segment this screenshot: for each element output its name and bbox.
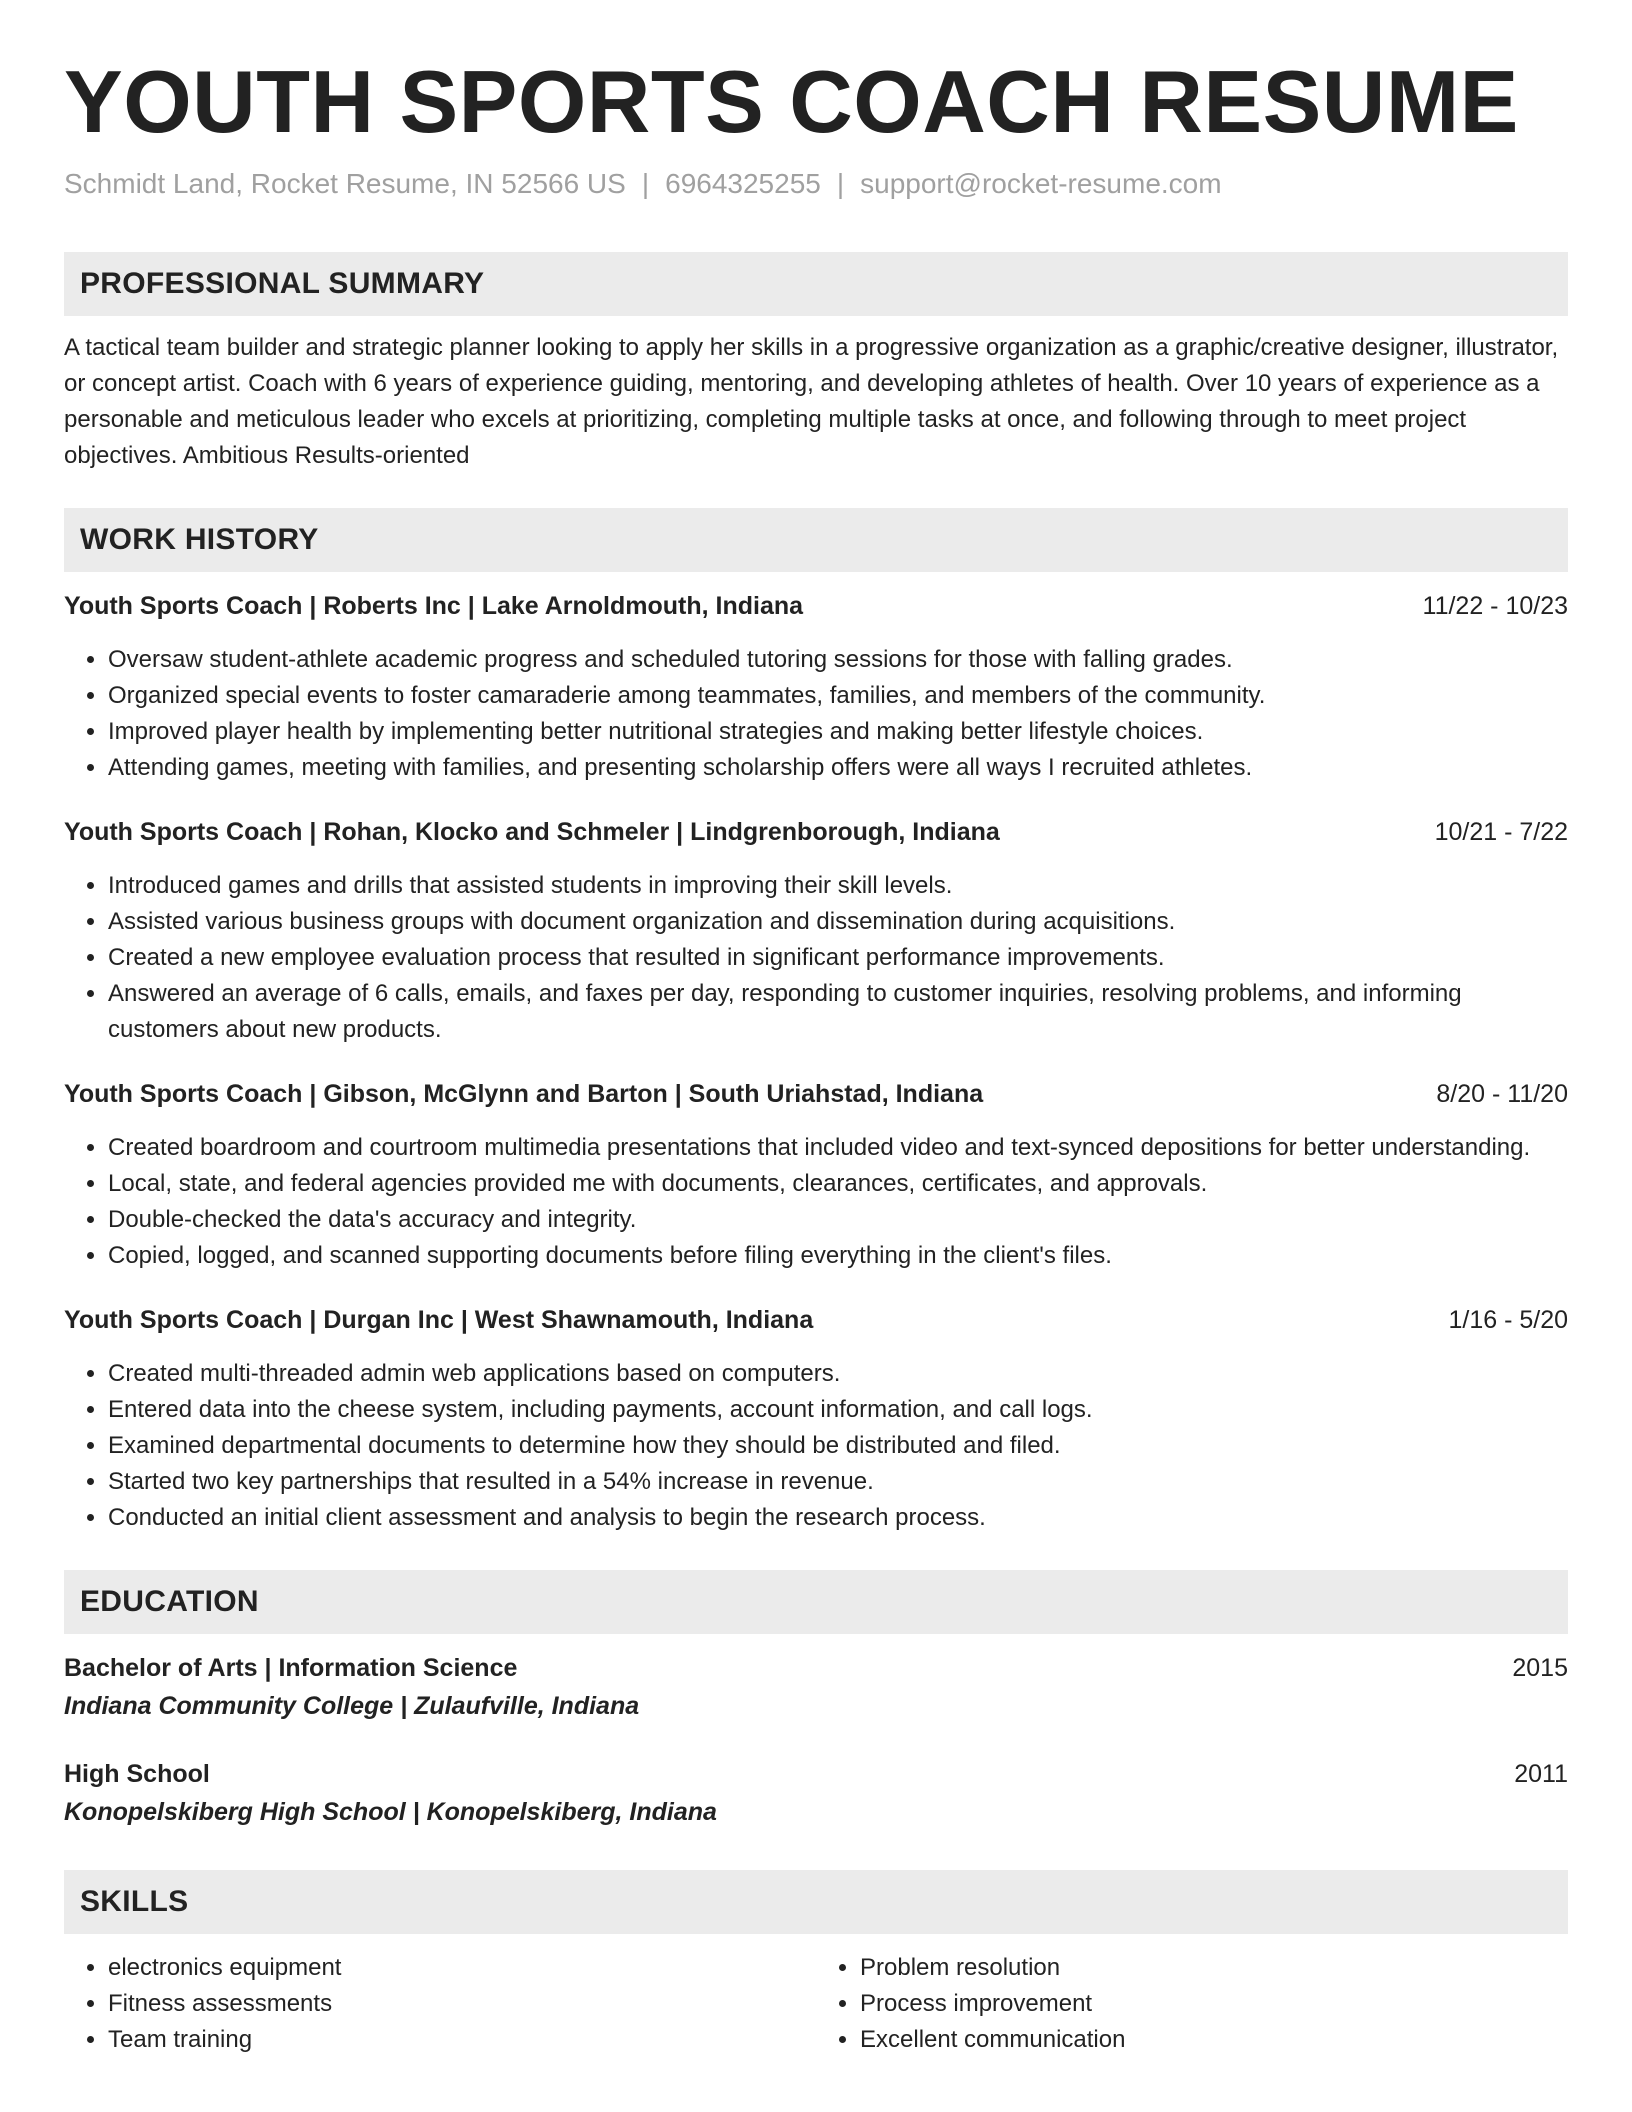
job-bullet: • Local, state, and federal agencies provided me with documents, clearances, certificates, and approvals. xyxy=(108,1166,1568,1202)
contact-separator: | xyxy=(641,168,650,199)
skills-column-right xyxy=(816,1950,1568,2058)
contact-address: Schmidt Land, Rocket Resume, IN 52566 US xyxy=(64,168,626,199)
job-entry xyxy=(64,814,1568,1048)
job-bullet: • Attending games, meeting with families, and presenting scholarship offers were all ways I recruited athletes. xyxy=(108,750,1568,786)
section-header-education: EDUCATION xyxy=(64,1570,1568,1634)
job-bullet: • Conducted an initial client assessment and analysis to begin the research process. xyxy=(108,1500,1568,1536)
education-degree: High School xyxy=(64,1760,210,1788)
job-bullet: • Started two key partnerships that resulted in a 54% increase in revenue. xyxy=(108,1464,1568,1500)
section-header-work-history: WORK HISTORY xyxy=(64,508,1568,572)
skill-item: • Team training xyxy=(108,2022,816,2058)
job-bullet: • Answered an average of 6 calls, emails, and faxes per day, responding to customer inquiries, resolving problems, and informing customers about new products. xyxy=(108,976,1568,1048)
job-bullet: • Examined departmental documents to determine how they should be distributed and filed. xyxy=(108,1428,1568,1464)
job-dates: 1/16 - 5/20 xyxy=(1448,1306,1568,1334)
job-entry xyxy=(64,1302,1568,1536)
job-bullet: • Entered data into the cheese system, including payments, account information, and call logs. xyxy=(108,1392,1568,1428)
education-entry xyxy=(64,1650,1568,1724)
education-year: 2015 xyxy=(1512,1654,1568,1682)
skill-item: • Process improvement xyxy=(860,1986,1568,2022)
job-dates: 10/21 - 7/22 xyxy=(1434,818,1568,846)
contact-separator: | xyxy=(836,168,845,199)
job-title: Youth Sports Coach | Roberts Inc | Lake Arnoldmouth, Indiana xyxy=(64,592,804,620)
job-entry xyxy=(64,588,1568,786)
education-school: Indiana Community College | Zulaufville, Indiana xyxy=(64,1692,640,1720)
skill-item: • Fitness assessments xyxy=(108,1986,816,2022)
skill-item: • Problem resolution xyxy=(860,1950,1568,1986)
job-dates: 8/20 - 11/20 xyxy=(1436,1080,1568,1108)
contact-phone: 6964325255 xyxy=(665,168,821,199)
job-title: Youth Sports Coach | Gibson, McGlynn and Barton | South Uriahstad, Indiana xyxy=(64,1080,984,1108)
job-bullet: • Created multi-threaded admin web applications based on computers. xyxy=(108,1356,1568,1392)
job-bullet: • Organized special events to foster camaraderie among teammates, families, and members of the community. xyxy=(108,678,1568,714)
summary-text: A tactical team builder and strategic planner looking to apply her skills in a progressive organization as a graphic/creative designer, illustrator, or concept artist. Coach with 6 years of experience guiding, mentoring, and developing athletes of health. Over 10 years of experience as a personable and meticulous leader who excels at prioritizing, completing multiple tasks at once, and following through to meet project objectives. Ambitious Results-oriented xyxy=(64,334,1559,469)
resume-title: YOUTH SPORTS COACH RESUME xyxy=(64,52,1519,151)
job-title: Youth Sports Coach | Rohan, Klocko and Schmeler | Lindgrenborough, Indiana xyxy=(64,818,1000,846)
contact-email: support@rocket-resume.com xyxy=(860,168,1222,199)
job-dates: 11/22 - 10/23 xyxy=(1422,592,1568,620)
job-bullet: • Improved player health by implementing better nutritional strategies and making better lifestyle choices. xyxy=(108,714,1568,750)
skills-list xyxy=(64,1950,1568,2058)
job-bullets xyxy=(64,1356,1568,1536)
job-bullet: • Introduced games and drills that assisted students in improving their skill levels. xyxy=(108,868,1568,904)
section-header-skills: SKILLS xyxy=(64,1870,1568,1934)
job-bullets xyxy=(64,1130,1568,1274)
skill-item: • Excellent communication xyxy=(860,2022,1568,2058)
education-entry xyxy=(64,1756,1568,1830)
skills-column-left xyxy=(64,1950,816,2058)
education-year: 2011 xyxy=(1514,1760,1568,1788)
job-bullet: • Copied, logged, and scanned supporting documents before filing everything in the client's files. xyxy=(108,1238,1568,1274)
job-bullet: • Double-checked the data's accuracy and integrity. xyxy=(108,1202,1568,1238)
job-bullet: • Created boardroom and courtroom multimedia presentations that included video and text-synced depositions for better understanding. xyxy=(108,1130,1568,1166)
education-school: Konopelskiberg High School | Konopelskiberg, Indiana xyxy=(64,1798,717,1826)
education-degree: Bachelor of Arts | Information Science xyxy=(64,1654,518,1682)
contact-info xyxy=(64,166,1568,202)
job-bullet: • Oversaw student-athlete academic progress and scheduled tutoring sessions for those with falling grades. xyxy=(108,642,1568,678)
job-entry xyxy=(64,1076,1568,1274)
job-bullets xyxy=(64,868,1568,1048)
job-title: Youth Sports Coach | Durgan Inc | West Shawnamouth, Indiana xyxy=(64,1306,814,1334)
job-bullet: • Assisted various business groups with document organization and dissemination during acquisitions. xyxy=(108,904,1568,940)
section-header-summary: PROFESSIONAL SUMMARY xyxy=(64,252,1568,316)
job-bullets xyxy=(64,642,1568,786)
skill-item: • electronics equipment xyxy=(108,1950,816,1986)
job-bullet: • Created a new employee evaluation process that resulted in significant performance improvements. xyxy=(108,940,1568,976)
